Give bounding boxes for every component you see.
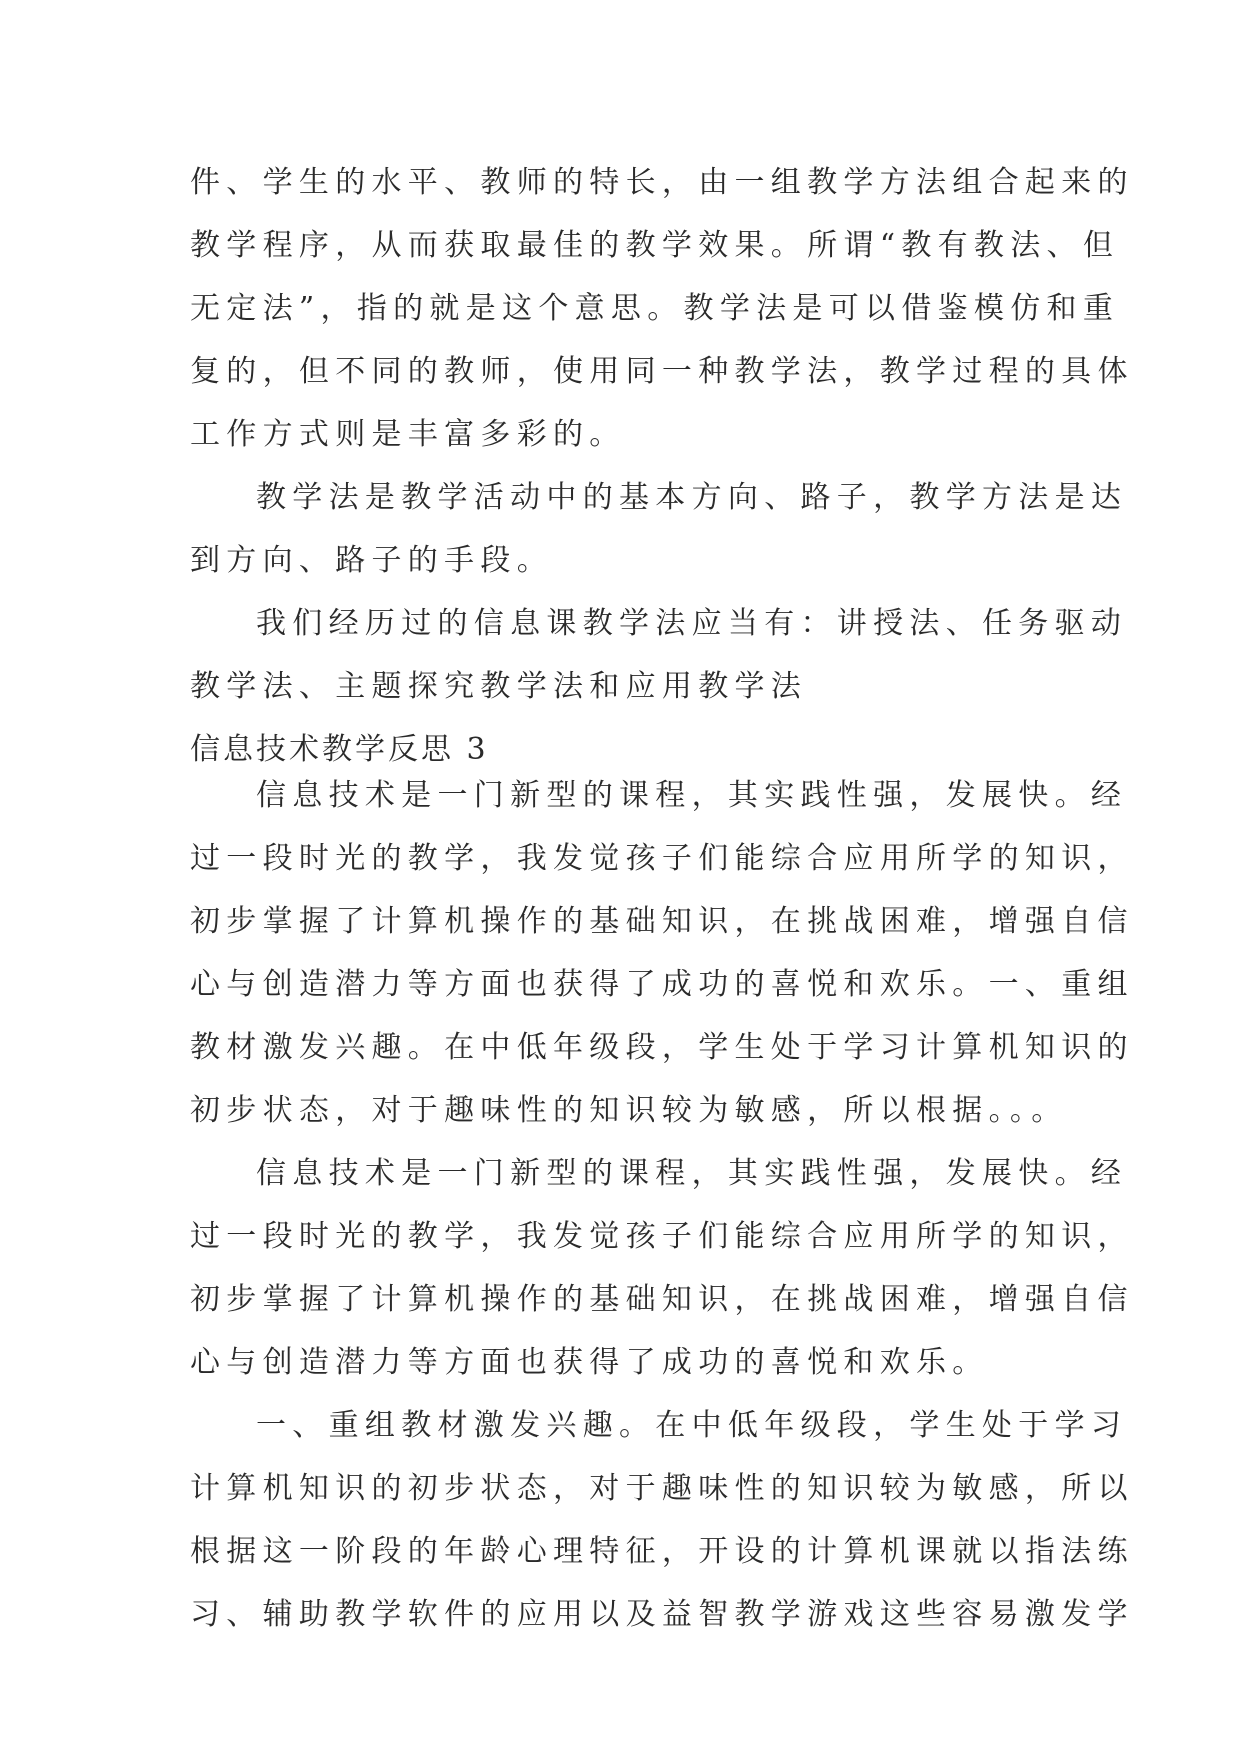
text-line: 过一段时光的教学，我发觉孩子们能综合应用所学的知识， [190, 1219, 1134, 1254]
paragraph-start-line: 信息技术是一门新型的课程，其实践性强，发展快。经 [256, 778, 1128, 813]
text-line: 习、辅助教学软件的应用以及益智教学游戏这些容易激发学 [190, 1597, 1134, 1632]
paragraph-start-line: 信息技术是一门新型的课程，其实践性强，发展快。经 [256, 1156, 1128, 1191]
text-line: 件、学生的水平、教师的特长，由一组教学方法组合起来的 [190, 165, 1134, 200]
text-line: 教材激发兴趣。在中低年级段，学生处于学习计算机知识的 [190, 1030, 1134, 1065]
text-line: 工作方式则是丰富多彩的。 [190, 417, 626, 452]
document-body [190, 163, 1134, 1658]
text-line: 计算机知识的初步状态，对于趣味性的知识较为敏感，所以 [190, 1471, 1134, 1506]
text-line: 无定法”，指的就是这个意思。教学法是可以借鉴模仿和重 [190, 291, 1120, 326]
text-line: 教学程序，从而获取最佳的教学效果。所谓“教有教法、但 [190, 228, 1120, 263]
text-line: 过一段时光的教学，我发觉孩子们能综合应用所学的知识， [190, 841, 1134, 876]
section-heading: 信息技术教学反思 3 [190, 732, 489, 767]
text-line: 根据这一阶段的年龄心理特征，开设的计算机课就以指法练 [190, 1534, 1134, 1569]
paragraph-start-line: 一、重组教材激发兴趣。在中低年级段，学生处于学习 [256, 1408, 1128, 1443]
paragraph-start-line: 我们经历过的信息课教学法应当有：讲授法、任务驱动 [256, 606, 1128, 641]
text-line: 初步掌握了计算机操作的基础知识，在挑战困难，增强自信 [190, 1282, 1134, 1317]
text-line: 初步状态，对于趣味性的知识较为敏感，所以根据。。。 [190, 1093, 1068, 1128]
text-line: 到方向、路子的手段。 [190, 543, 553, 578]
paragraph-start-line: 教学法是教学活动中的基本方向、路子，教学方法是达 [256, 480, 1128, 515]
text-line: 心与创造潜力等方面也获得了成功的喜悦和欢乐。一、重组 [190, 967, 1134, 1002]
text-line: 初步掌握了计算机操作的基础知识，在挑战困难，增强自信 [190, 904, 1134, 939]
text-line: 复的，但不同的教师，使用同一种教学法，教学过程的具体 [190, 354, 1134, 389]
text-line: 教学法、主题探究教学法和应用教学法 [190, 669, 808, 704]
text-line: 心与创造潜力等方面也获得了成功的喜悦和欢乐。 [190, 1345, 989, 1380]
